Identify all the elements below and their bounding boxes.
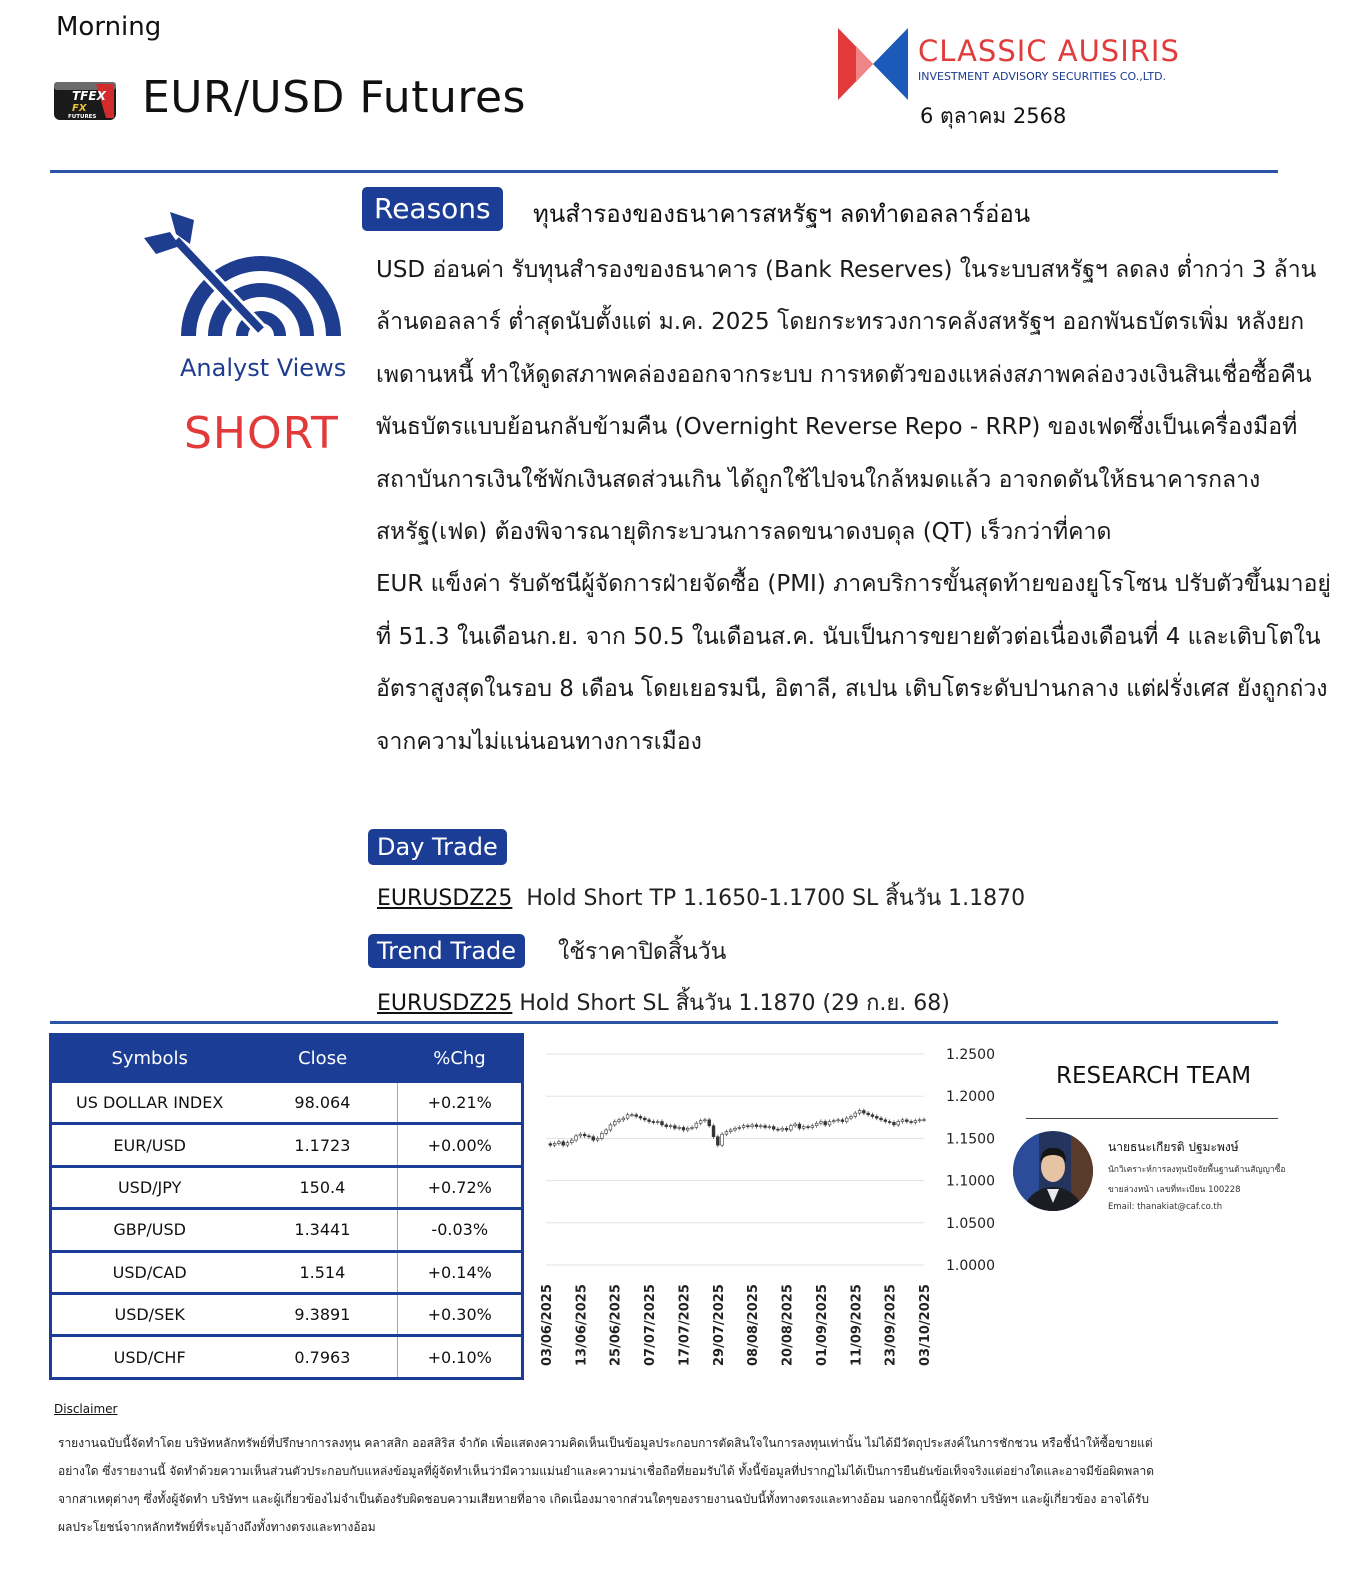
- candle-body: [845, 1118, 848, 1121]
- candle-body: [918, 1120, 921, 1121]
- x-tick-label: 01/09/2025: [814, 1284, 830, 1366]
- analyst-license: ขายล่วงหน้า เลขที่ทะเบียน 100228: [1108, 1185, 1241, 1195]
- candle-body: [820, 1122, 823, 1124]
- candle-body: [824, 1122, 827, 1125]
- candle-body: [639, 1116, 642, 1118]
- table-row: [51, 1336, 523, 1378]
- candle-body: [905, 1120, 908, 1122]
- candle-body: [734, 1128, 737, 1130]
- candle-body: [669, 1126, 672, 1127]
- candle-body: [923, 1120, 926, 1121]
- candle-body: [893, 1122, 896, 1125]
- table-row: [51, 1209, 523, 1251]
- candle-body: [802, 1127, 805, 1129]
- candle-body: [695, 1123, 698, 1127]
- day-trade-symbol: EURUSDZ25: [377, 886, 513, 911]
- candle-body: [549, 1144, 552, 1145]
- candle-body: [699, 1121, 702, 1124]
- candle-body: [880, 1118, 883, 1120]
- y-tick-label: 1.1500: [946, 1131, 995, 1148]
- candle-body: [910, 1122, 913, 1123]
- report-date: 6 ตุลาคม 2568: [920, 104, 1067, 128]
- disclaimer-line: จากสาเหตุต่างๆ ซึ่งทั้งผู้จัดทำ บริษัทฯ และผู้เกี่ยวข้องไม่จำเป็นต้องรับผิดชอบความเสียหายที่อาจ เกิดเนื่องมาจากส่วนใดๆของรายงานฉบับนี้ทั้งทางตรงและทางอ้อม นอกจากนี้ผู้จัดทำ บริษัทฯ และผู้เกี่ยวข้อง อาจได้รับ: [58, 1492, 1150, 1506]
- day-trade-detail: Hold Short TP 1.1650-1.1700 SL สิ้นวัน 1.1870: [526, 886, 1026, 911]
- close-cell: 1.514: [247, 1251, 398, 1293]
- close-cell: 1.1723: [247, 1124, 398, 1166]
- table-header-row: [51, 1035, 523, 1082]
- table-row: [51, 1166, 523, 1208]
- x-tick-label: 07/07/2025: [643, 1284, 659, 1366]
- candle-body: [661, 1122, 664, 1125]
- candle-body: [738, 1127, 741, 1128]
- analyst-avatar: [1013, 1131, 1093, 1211]
- trend-trade-detail: Hold Short SL สิ้นวัน 1.1870 (29 ก.ย. 68): [519, 991, 950, 1016]
- chg-cell: +0.30%: [398, 1293, 523, 1335]
- candle-body: [605, 1130, 608, 1133]
- candle-body: [704, 1120, 707, 1121]
- x-tick-label: 25/06/2025: [608, 1284, 624, 1366]
- candle-body: [884, 1120, 887, 1122]
- candle-body: [682, 1127, 685, 1130]
- x-tick-label: 13/06/2025: [574, 1284, 590, 1366]
- symbol-cell: USD/CAD: [51, 1251, 248, 1293]
- eurusd-price-chart: [536, 1038, 1006, 1378]
- candle-body: [755, 1125, 758, 1127]
- symbol-cell: USD/SEK: [51, 1293, 248, 1335]
- section-divider: [50, 1021, 1278, 1024]
- candle-body: [854, 1113, 857, 1116]
- close-cell: 9.3891: [247, 1293, 398, 1335]
- candle-body: [897, 1122, 900, 1125]
- candle-body: [777, 1129, 780, 1130]
- candle-body: [626, 1115, 629, 1118]
- candle-body: [858, 1111, 861, 1114]
- x-tick-label: 11/09/2025: [849, 1284, 865, 1366]
- symbol-cell: GBP/USD: [51, 1209, 248, 1251]
- candle-body: [789, 1126, 792, 1130]
- candle-body: [832, 1121, 835, 1122]
- candle-body: [553, 1143, 556, 1145]
- chg-cell: +0.14%: [398, 1251, 523, 1293]
- target-arrow-icon: [136, 210, 346, 344]
- candle-body: [712, 1126, 715, 1137]
- disclaimer-line: อย่างใด ซึ่งรายงานนี้ จัดทำด้วยความเห็นส่วนตัวประกอบกับแหล่งข้อมูลที่ผู้จัดทำเห็นว่ามีความแม่นยำและความน่าเชื่อถือที่ยอมรับได้ ทั้งนี้ข้อมูลที่ปรากฏไม่ได้เป็นการยืนยันข้อเท็จจริงแต่อย่างใดและอาจมีข้อผิดพลาด: [58, 1464, 1154, 1478]
- header-divider: [50, 170, 1278, 173]
- candle-body: [841, 1120, 844, 1122]
- candle-body: [588, 1136, 591, 1137]
- candle-body: [596, 1138, 599, 1140]
- futures-logo-text: FUTURES: [68, 114, 97, 120]
- candle-body: [794, 1124, 797, 1126]
- symbol-cell: USD/JPY: [51, 1166, 248, 1208]
- research-team-divider: [1026, 1118, 1278, 1119]
- candle-body: [875, 1116, 878, 1118]
- x-tick-label: 17/07/2025: [677, 1284, 693, 1366]
- candle-body: [579, 1134, 582, 1136]
- candle-body: [729, 1130, 732, 1132]
- table-row: [51, 1293, 523, 1335]
- disclaimer-text: [58, 1429, 1258, 1541]
- candle-body: [914, 1121, 917, 1123]
- table-row: [51, 1082, 523, 1124]
- company-subtitle: INVESTMENT ADVISORY SECURITIES CO.,LTD.: [918, 70, 1167, 83]
- candle-body: [742, 1126, 745, 1128]
- trend-trade-symbol: EURUSDZ25: [377, 991, 513, 1016]
- tfex-logo-text: TFEX: [72, 89, 106, 103]
- candle-body: [798, 1124, 801, 1128]
- candle-body: [708, 1120, 711, 1126]
- reasons-tag: Reasons: [362, 187, 503, 231]
- fx-logo-text: FX: [72, 103, 87, 114]
- table-row: [51, 1124, 523, 1166]
- classic-ausiris-logo-icon: [838, 28, 908, 100]
- candle-body: [768, 1127, 771, 1128]
- candle-body: [888, 1122, 891, 1123]
- reasons-paragraph-eur: EUR แข็งค่า รับดัชนีผู้จัดการฝ่ายจัดซื้อ (PMI) ภาคบริการขั้นสุดท้ายของยูโรโซน ปรับตัวขึ้นมาอยู่ที่ 51.3 ในเดือนก.ย. จาก 50.5 ในเดือนส.ค. นับเป็นการขยายตัวต่อเนื่องเดือนที่ 4 และเติบโตในอัตราสูงสุดในรอบ 8 เดือน โดยเยอรมนี, อิตาลี, สเปน เติบโตระดับปานกลาง แต่ฝรั่งเศส ยังถูกถ่วงจากความไม่แน่นอนทางการเมือง: [376, 571, 1331, 755]
- column-header-symbols: Symbols: [51, 1035, 248, 1082]
- edition-label: Morning: [56, 12, 162, 42]
- candle-body: [716, 1137, 719, 1145]
- candle-body: [725, 1132, 728, 1135]
- day-trade-line: [377, 880, 1025, 915]
- reasons-body: [376, 244, 1338, 768]
- y-tick-label: 1.2000: [946, 1089, 995, 1106]
- x-tick-label: 20/08/2025: [780, 1284, 796, 1366]
- candle-body: [764, 1126, 767, 1128]
- candle-body: [815, 1123, 818, 1126]
- candle-body: [648, 1120, 651, 1122]
- candle-body: [759, 1126, 762, 1127]
- symbol-cell: EUR/USD: [51, 1124, 248, 1166]
- candle-body: [583, 1134, 586, 1136]
- chg-cell: +0.72%: [398, 1166, 523, 1208]
- symbol-cell: USD/CHF: [51, 1336, 248, 1378]
- candle-body: [691, 1127, 694, 1128]
- candle-body: [721, 1134, 724, 1145]
- chg-cell: -0.03%: [398, 1209, 523, 1251]
- column-header-close: Close: [247, 1035, 398, 1082]
- candle-body: [665, 1125, 668, 1127]
- position-signal: SHORT: [184, 408, 339, 459]
- candle-body: [613, 1122, 616, 1125]
- page-title: EUR/USD Futures: [142, 72, 526, 123]
- candle-body: [862, 1111, 865, 1114]
- fx-quotes-table: [49, 1033, 524, 1380]
- candle-body: [652, 1122, 655, 1123]
- trend-trade-line: [377, 985, 950, 1020]
- y-tick-label: 1.1000: [946, 1173, 995, 1190]
- candle-body: [575, 1136, 578, 1140]
- tfex-fx-futures-logo: [52, 78, 118, 124]
- candle-body: [678, 1127, 681, 1128]
- candle-body: [781, 1128, 784, 1130]
- chg-cell: +0.00%: [398, 1124, 523, 1166]
- disclaimer-line: ผลประโยชน์จากหลักทรัพย์ที่ระบุอ้างถึงทั้งทางตรงและทางอ้อม: [58, 1520, 376, 1534]
- candle-body: [631, 1115, 634, 1116]
- close-cell: 0.7963: [247, 1336, 398, 1378]
- candle-body: [618, 1120, 621, 1122]
- candle-body: [566, 1143, 569, 1146]
- candle-body: [622, 1118, 625, 1120]
- candle-body: [557, 1142, 560, 1144]
- company-name: CLASSIC AUSIRIS: [918, 34, 1180, 68]
- analyst-name: นายธนะเกียรติ ปฐมะพงษ์: [1108, 1140, 1239, 1154]
- trend-trade-tag: Trend Trade: [368, 934, 525, 968]
- candle-body: [600, 1133, 603, 1138]
- reasons-headline: ทุนสำรองของธนาคารสหรัฐฯ ลดทำดอลลาร์อ่อน: [533, 200, 1031, 228]
- day-trade-tag: Day Trade: [368, 829, 507, 865]
- disclaimer-title: Disclaimer: [54, 1402, 118, 1416]
- x-tick-label: 08/08/2025: [746, 1284, 762, 1366]
- candle-body: [570, 1140, 573, 1143]
- candle-body: [592, 1137, 595, 1140]
- candle-body: [811, 1126, 814, 1128]
- candle-body: [635, 1115, 638, 1117]
- candle-body: [686, 1128, 689, 1130]
- column-header-chg: %Chg: [398, 1035, 523, 1082]
- trend-trade-note: ใช้ราคาปิดสิ้นวัน: [558, 939, 727, 965]
- y-tick-label: 1.0000: [946, 1258, 995, 1274]
- disclaimer-line: รายงานฉบับนี้จัดทำโดย บริษัทหลักทรัพย์ที่ปรึกษาการลงทุน คลาสสิก ออสสิริส จำกัด เพื่อแสดงความคิดเห็นเป็นข้อมูลประกอบการตัดสินใจในการลงทุนเท่านั้น ไม่ได้มีวัตถุประสงค์ในการชักชวน หรือชี้นำให้ซื้อขายแต่: [58, 1436, 1153, 1450]
- candle-body: [656, 1122, 659, 1123]
- candle-body: [837, 1120, 840, 1121]
- x-tick-label: 23/09/2025: [883, 1284, 899, 1366]
- chg-cell: +0.21%: [398, 1082, 523, 1124]
- candle-body: [673, 1126, 676, 1129]
- y-tick-label: 1.2500: [946, 1047, 995, 1063]
- candle-body: [746, 1126, 749, 1127]
- candle-body: [901, 1120, 904, 1122]
- close-cell: 150.4: [247, 1166, 398, 1208]
- close-cell: 98.064: [247, 1082, 398, 1124]
- candle-body: [850, 1116, 853, 1118]
- candle-body: [643, 1118, 646, 1120]
- table-row: [51, 1251, 523, 1293]
- research-team-title: RESEARCH TEAM: [1056, 1063, 1252, 1089]
- candle-body: [751, 1125, 754, 1127]
- chg-cell: +0.10%: [398, 1336, 523, 1378]
- symbol-cell: US DOLLAR INDEX: [51, 1082, 248, 1124]
- candle-body: [609, 1125, 612, 1130]
- candle-body: [785, 1128, 788, 1130]
- candle-body: [772, 1127, 775, 1130]
- candle-body: [871, 1115, 874, 1117]
- analyst-views-label: Analyst Views: [180, 354, 347, 382]
- reasons-paragraph-usd: USD อ่อนค่า รับทุนสำรองของธนาคาร (Bank Reserves) ในระบบสหรัฐฯ ลดลง ต่ำกว่า 3 ล้านล้านดอลลาร์ ต่ำสุดนับตั้งแต่ ม.ค. 2025 โดยกระทรวงการคลังสหรัฐฯ ออกพันธบัตรเพิ่ม หลังยกเพดานหนี้ ทำให้ดูดสภาพคล่องออกจากระบบ การหดตัวของแหล่งสภาพคล่องวงเงินสินเชื่อซื้อคืนพันธบัตรแบบย้อนกลับข้ามคืน (Overnight Reverse Repo - RRP) ของเฟดซึ่งเป็นเครื่องมือที่สถาบันการเงินใช้พักเงินสดส่วนเกิน ได้ถูกใช้ไปจนใกล้หมดแล้ว อาจกดดันให้ธนาคารกลางสหรัฐ(เฟด) ต้องพิจารณายุติกระบวนการลดขนาดงบดุล (QT) เร็วกว่าที่คาด: [376, 257, 1317, 546]
- x-tick-label: 29/07/2025: [711, 1284, 727, 1366]
- analyst-role: นักวิเคราะห์การลงทุนปัจจัยพื้นฐานด้านสัญญาซื้อ: [1108, 1165, 1286, 1175]
- analyst-email: Email: thanakiat@caf.co.th: [1108, 1202, 1223, 1212]
- y-tick-label: 1.0500: [946, 1215, 995, 1232]
- candle-body: [828, 1122, 831, 1125]
- x-tick-label: 03/10/2025: [918, 1284, 933, 1366]
- candle-body: [867, 1113, 870, 1115]
- close-cell: 1.3441: [247, 1209, 398, 1251]
- candle-body: [807, 1127, 810, 1128]
- x-tick-label: 03/06/2025: [540, 1284, 555, 1366]
- candle-body: [562, 1142, 565, 1145]
